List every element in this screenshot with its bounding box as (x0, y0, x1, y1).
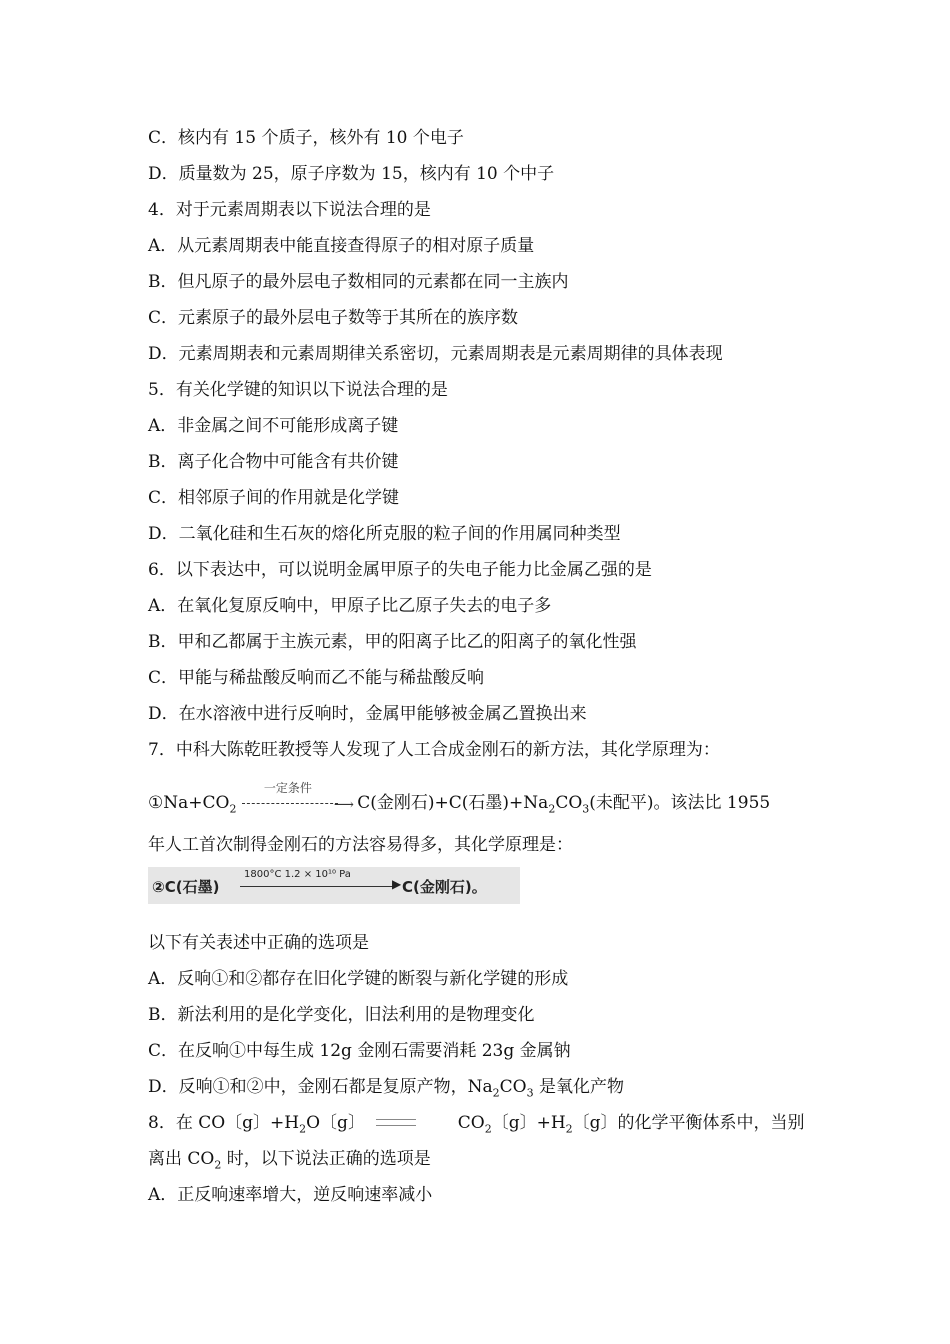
equation-2-image (148, 867, 520, 904)
option-7c: C．在反响①中每生成 12g 金刚石需要消耗 23g 金属钠 (148, 1041, 571, 1061)
option-4b: B．但凡原子的最外层电子数相同的元素都在同一主族内 (148, 272, 569, 292)
option-7a: A．反响①和②都存在旧化学键的断裂与新化学键的形成 (148, 969, 569, 989)
eq1-rhs-sub2: 3 (582, 802, 590, 816)
eq1-rhs-c: (未配平)。该法比 1955 (589, 793, 771, 813)
option-4a: A．从元素周期表中能直接查得原子的相对原子质量 (148, 236, 535, 256)
q8-g: 时，以下说法正确的选项是 (221, 1149, 431, 1169)
q8-e: 〔g〕的化学平衡体系中，当别 (572, 1113, 805, 1133)
q8-sub3: 2 (565, 1122, 573, 1136)
q8-f: 离出 CO (148, 1149, 215, 1169)
reaction-arrow: 一定条件 ⟶ (242, 793, 352, 815)
option-7d-sub1: 2 (492, 1086, 500, 1100)
option-7d-a: D．反响①和②中，金刚石都是复原产物，Na (148, 1077, 493, 1097)
eq1-condition: 一定条件 (263, 780, 312, 795)
q8-sub2: 2 (484, 1122, 492, 1136)
question-7-prompt: 以下有关表述中正确的选项是 (148, 933, 369, 953)
eq2-lhs: ②C(石墨) (152, 878, 220, 896)
q8-d: 〔g〕+H (491, 1113, 566, 1133)
q8-b: O〔g〕 (306, 1113, 365, 1133)
option-3d: D．质量数为 25，原子序数为 15，核内有 10 个中子 (148, 164, 555, 184)
option-5c: C．相邻原子间的作用就是化学键 (148, 488, 400, 508)
option-4d: D．元素周期表和元素周期律关系密切，元素周期表是元素周期律的具体表现 (148, 344, 723, 364)
q8-sub1: 2 (299, 1122, 307, 1136)
question-6: 6．以下表达中，可以说明金属甲原子的失电子能力比金属乙强的是 (148, 560, 652, 580)
option-7d-sub2: 3 (526, 1086, 534, 1100)
option-7d-c: 是氧化产物 (533, 1077, 624, 1097)
option-7d-b: CO (499, 1077, 527, 1097)
question-4: 4．对于元素周期表以下说法合理的是 (148, 200, 431, 220)
question-7-cont: 年人工首次制得金刚石的方法容易得多，其化学原理是： (148, 835, 573, 855)
question-8-cont (148, 1148, 431, 1176)
option-3c: C．核内有 15 个质子，核外有 10 个电子 (148, 128, 464, 148)
question-8 (148, 1112, 805, 1140)
eq1-rhs-b: CO (555, 793, 583, 813)
reversible-arrow-icon (370, 1113, 452, 1135)
option-7b: B．新法利用的是化学变化，旧法利用的是物理变化 (148, 1005, 535, 1025)
eq2-condition: 1800°C 1.2 × 10¹⁰ Pa (244, 869, 351, 880)
equation-1 (148, 780, 771, 820)
arrow-head-icon: ▶ (392, 877, 402, 891)
eq1-rhs-sub1: 2 (548, 802, 556, 816)
option-5b: B．离子化合物中可能含有共价键 (148, 452, 399, 472)
q8-c: CO (457, 1113, 485, 1133)
option-5a: A．非金属之间不可能形成离子键 (148, 416, 399, 436)
option-6d: D．在水溶液中进行反响时，金属甲能够被金属乙置换出来 (148, 704, 587, 724)
option-6a: A．在氧化复原反响中，甲原子比乙原子失去的电子多 (148, 596, 552, 616)
question-7: 7．中科大陈乾旺教授等人发现了人工合成金刚石的新方法，其化学原理为： (148, 740, 720, 760)
option-6c: C．甲能与稀盐酸反响而乙不能与稀盐酸反响 (148, 668, 485, 688)
eq1-lhs: ①Na+CO (148, 793, 230, 813)
option-5d: D．二氧化硅和生石灰的熔化所克服的粒子间的作用属同种类型 (148, 524, 621, 544)
option-7d (148, 1076, 624, 1104)
option-4c: C．元素原子的最外层电子数等于其所在的族序数 (148, 308, 519, 328)
question-5: 5．有关化学键的知识以下说法合理的是 (148, 380, 448, 400)
q8-sub4: 2 (214, 1158, 222, 1172)
eq1-rhs-a: C(金刚石)+C(石墨)+Na (357, 793, 549, 813)
eq1-lhs-sub: 2 (229, 802, 237, 816)
q8-a: 8．在 CO〔g〕+H (148, 1113, 300, 1133)
option-8a: A．正反响速率增大，逆反响速率减小 (148, 1185, 433, 1205)
eq2-rhs: C(金刚石)。 (402, 878, 487, 896)
option-6b: B．甲和乙都属于主族元素，甲的阳离子比乙的阳离子的氧化性强 (148, 632, 637, 652)
